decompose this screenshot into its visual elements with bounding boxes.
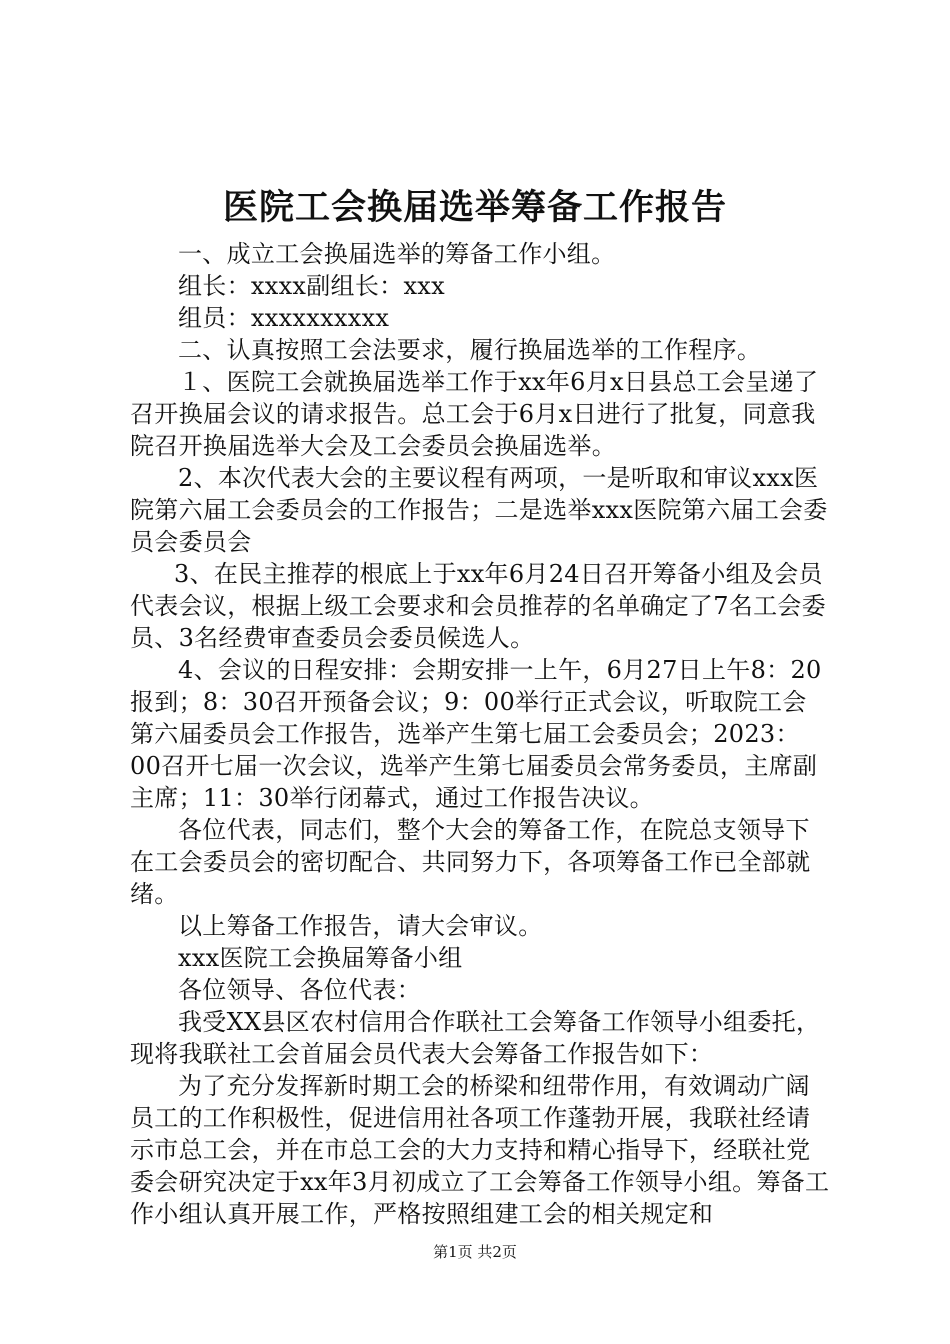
paragraph-summary: 各位代表，同志们，整个大会的筹备工作，在院总支领导下在工会委员会的密切配合、共同努力下，各项筹备工作已全部就绪。 xyxy=(130,816,811,908)
paragraph-section-two: 二、认真按照工会法要求，履行换届选举的工作程序。 xyxy=(178,336,762,364)
paragraph-commission: 我受XX县区农村信用合作联社工会筹备工作领导小组委托，现将我联社工会首届会员代表大会筹备工作报告如下： xyxy=(130,1008,821,1068)
document-title: 医院工会换届选举筹备工作报告 xyxy=(222,187,727,228)
page-number-footer: 第1页 共2页 xyxy=(433,1243,517,1261)
paragraph-group-members: 组员：xxxxxxxxxx xyxy=(178,304,390,332)
paragraph-item-one: １、医院工会就换届选举工作于xx年6月x日县总工会呈递了召开换届会议的请求报告。总工会于6月x日进行了批复，同意我院召开换届选举大会及工会委员会换届选举。 xyxy=(130,368,819,460)
paragraph-background: 为了充分发挥新时期工会的桥梁和纽带作用，有效调动广阔员工的工作积极性，促进信用社各项工作蓬勃开展，我联社经请示市总工会，并在市总工会的大力支持和精心指导下，经联社党委会研究决定于xx年3月初成立了工会筹备工作领导小组。筹备工作小组认真开展工作，严格按照组建工会的相关规定和 xyxy=(130,1072,830,1228)
paragraph-item-two: 2、本次代表大会的主要议程有两项，一是听取和审议xxx医院第六届工会委员会的工作报告；二是选举xxx医院第六届工会委员会委员会 xyxy=(130,464,828,556)
paragraph-item-four: 4、会议的日程安排：会期安排一上午，6月27日上午8：20报到；8：30召开预备会议；9：00举行正式会议，听取院工会第六届委员会工作报告，选举产生第七届工会委员会；2023：00召开七届一次会议，选举产生第七届委员会常务委员，主席副主席；11：30举行闭幕式，通过工作报告决议。 xyxy=(130,656,822,812)
paragraph-salutation: 各位领导、各位代表： xyxy=(178,976,421,1004)
paragraph-item-three: 3、在民主推荐的根底上于xx年6月24日召开筹备小组及会员代表会议，根据上级工会要求和会员推荐的名单确定了7名工会委员、3名经费审查委员会委员候选人。 xyxy=(130,560,826,652)
paragraph-group-leader: 组长：xxxx副组长：xxx xyxy=(178,272,445,300)
paragraph-signature: xxx医院工会换届筹备小组 xyxy=(178,944,463,972)
paragraph-section-one: 一、成立工会换届选举的筹备工作小组。 xyxy=(178,240,616,268)
paragraph-closing: 以上筹备工作报告，请大会审议。 xyxy=(178,912,543,940)
document-body xyxy=(130,238,830,1230)
